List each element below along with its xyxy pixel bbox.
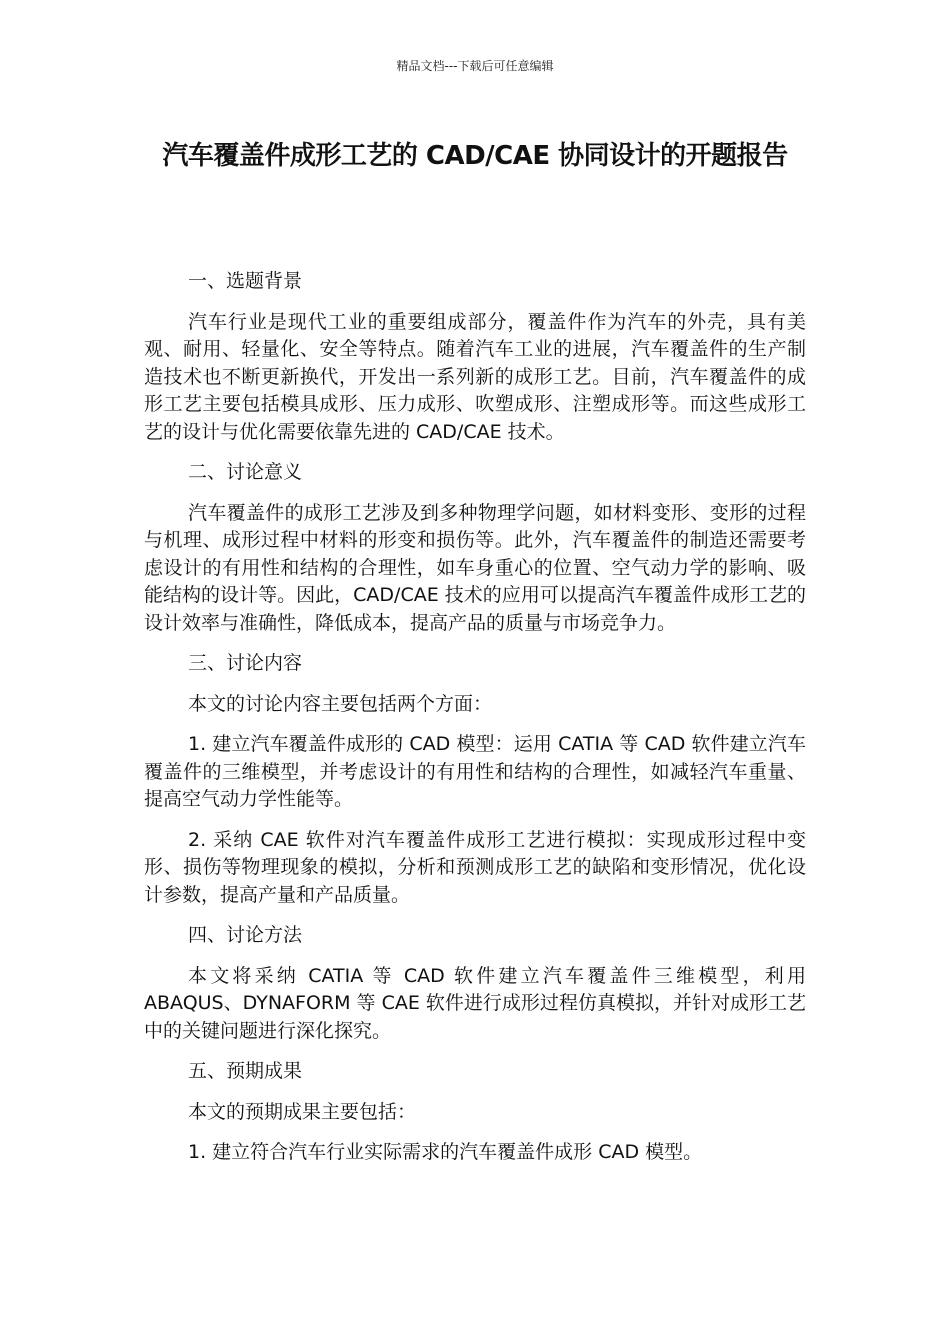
section-heading: 一、选题背景: [188, 270, 303, 292]
list-item: 1. 建立符合汽车行业实际需求的汽车覆盖件成形 CAD 模型。: [188, 1141, 703, 1163]
section-heading: 五、预期成果: [188, 1060, 303, 1082]
section-heading: 二、讨论意义: [188, 461, 303, 483]
document-body: [144, 268, 806, 1180]
body-paragraph: 本文的讨论内容主要包括两个方面：: [188, 692, 493, 715]
body-paragraph: 汽车覆盖件的成形工艺涉及到多种物理学问题，如材料变形、变形的过程与机理、成形过程中材料的形变和损伤等。此外，汽车覆盖件的制造还需要考虑设计的有用性和结构的合理性，如车身重心的位置、空气动力学的影响、吸能结构的设计等。因此，CAD/CAE 技术的应用可以提高汽车覆盖件成形工艺的设计效率与准确性，降低成本，提高产品的质量与市场竞争力。: [144, 501, 806, 634]
body-paragraph: 本文的预期成果主要包括：: [188, 1100, 417, 1123]
page-header: 精品文档---下载后可任意编辑: [396, 59, 554, 73]
body-paragraph: 汽车行业是现代工业的重要组成部分，覆盖件作为汽车的外壳，具有美观、耐用、轻量化、安全等特点。随着汽车工业的进展，汽车覆盖件的生产制造技术也不断更新换代，开发出一系列新的成形工艺。目前，汽车覆盖件的成形工艺主要包括模具成形、压力成形、吹塑成形、注塑成形等。而这些成形工艺的设计与优化需要依靠先进的 CAD/CAE 技术。: [144, 310, 806, 443]
section-heading: 三、讨论内容: [188, 652, 303, 674]
section-heading: 四、讨论方法: [188, 924, 303, 946]
document-title: 汽车覆盖件成形工艺的 CAD/CAE 协同设计的开题报告: [162, 141, 788, 171]
body-paragraph: 本文将采纳 CATIA 等 CAD 软件建立汽车覆盖件三维模型，利用 ABAQUS、DYNAFORM 等 CAE 软件进行成形过程仿真模拟，并针对成形工艺中的关键问题进行深化探究。: [144, 964, 806, 1042]
list-item: 1. 建立汽车覆盖件成形的 CAD 模型：运用 CATIA 等 CAD 软件建立汽车覆盖件的三维模型，并考虑设计的有用性和结构的合理性，如减轻汽车重量、提高空气动力学性能等。: [144, 733, 806, 810]
list-item: 2. 采纳 CAE 软件对汽车覆盖件成形工艺进行模拟：实现成形过程中变形、损伤等物理现象的模拟，分析和预测成形工艺的缺陷和变形情况，优化设计参数，提高产量和产品质量。: [144, 828, 806, 906]
